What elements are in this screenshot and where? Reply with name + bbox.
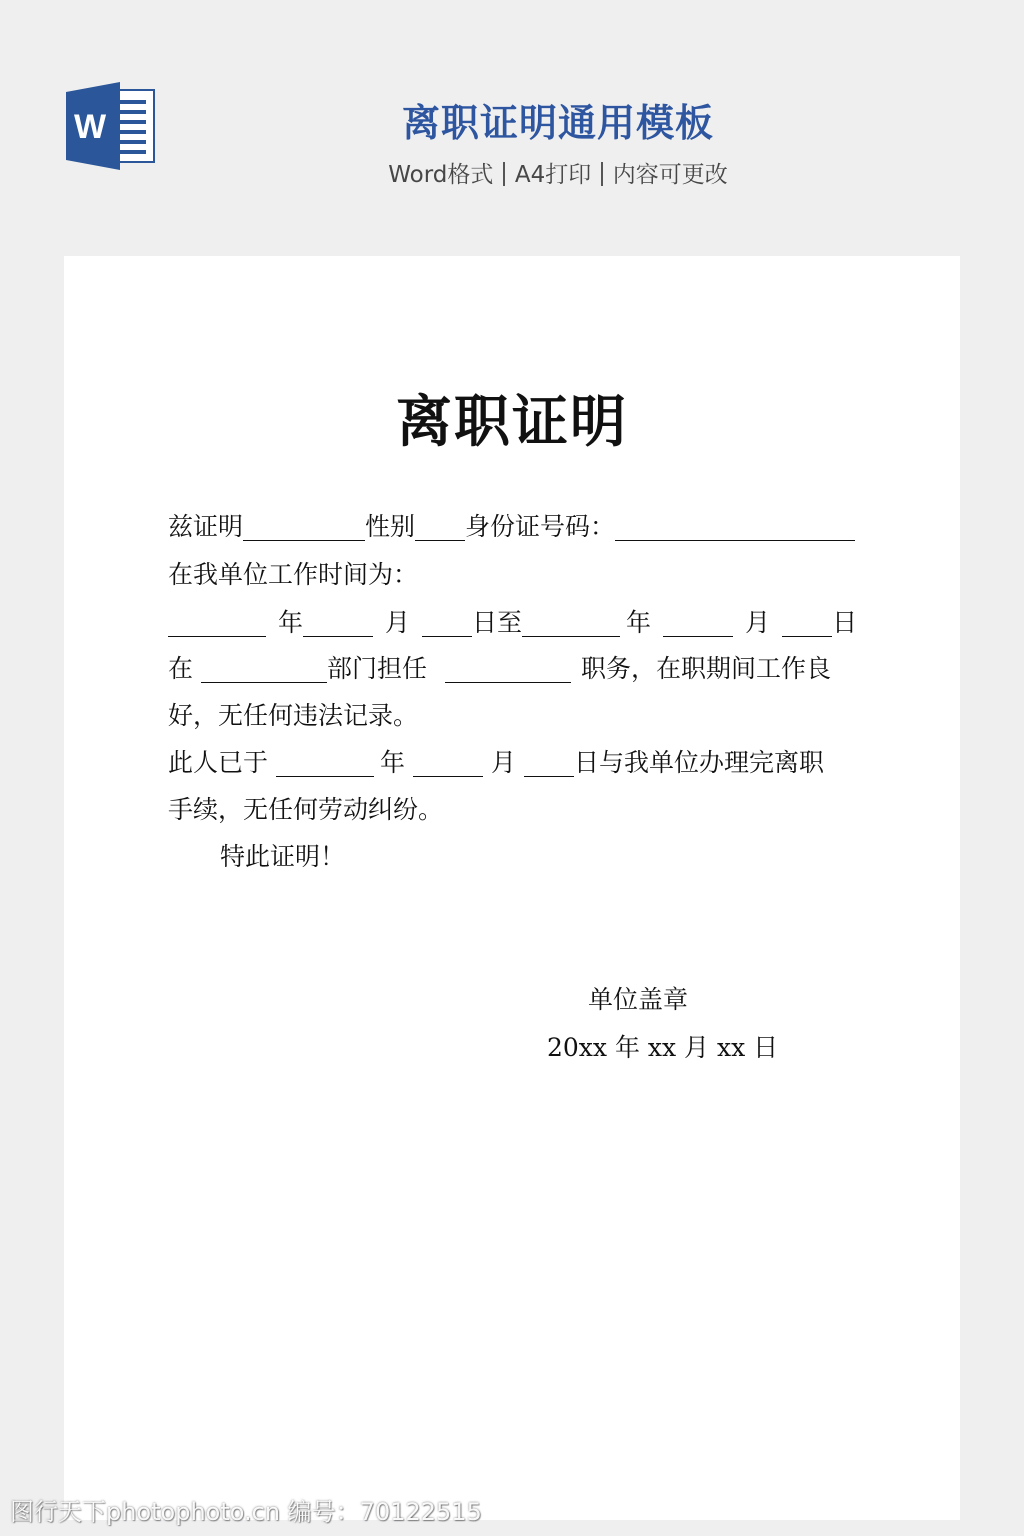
end-month-blank[interactable] (663, 612, 733, 637)
text-certify: 兹证明 (168, 512, 244, 541)
text-year: 年 (278, 608, 304, 637)
text-day: 日 (832, 608, 858, 637)
leave-month-blank[interactable] (413, 752, 483, 777)
text-position: 职务，在职期间工作良 (581, 654, 832, 683)
position-blank[interactable] (445, 658, 571, 683)
end-day-blank[interactable] (782, 612, 832, 637)
page-subtitle (300, 156, 816, 189)
certificate-closing: 特此证明！ (220, 842, 346, 871)
certificate-line-4 (168, 652, 831, 686)
text-at: 在 (168, 654, 194, 683)
page-title: 离职证明通用模板 (401, 101, 714, 145)
text-month: 月 (745, 608, 771, 637)
subtitle-format: Word格式 (388, 162, 494, 188)
text-completed: 日与我单位办理完离职 (574, 748, 825, 777)
gender-blank[interactable] (415, 516, 465, 541)
text-month: 月 (491, 748, 517, 777)
start-month-blank[interactable] (303, 612, 373, 637)
issue-date: 20xx 年 xx 月 xx 日 (547, 1033, 779, 1062)
certificate-line-6 (168, 746, 824, 780)
document-title: 离职证明 (396, 389, 628, 455)
leave-year-blank[interactable] (276, 752, 374, 777)
word-document-icon (64, 82, 156, 170)
subtitle-print: A4打印 (514, 162, 592, 188)
svg-text:W: W (73, 108, 107, 146)
certificate-line-7: 手续，无任何劳动纠纷。 (168, 795, 444, 824)
text-gender: 性别 (365, 512, 416, 541)
id-number-blank[interactable] (615, 516, 855, 541)
certificate-line-1 (168, 510, 855, 544)
subtitle-editable: 内容可更改 (612, 162, 728, 188)
end-year-blank[interactable] (522, 612, 620, 637)
text-id-number: 身份证号码： (465, 512, 616, 541)
text-year: 年 (380, 748, 406, 777)
text-month: 月 (385, 608, 411, 637)
watermark: 图行天下photophoto.cn 编号：70122515 (10, 1498, 482, 1526)
text-department: 部门担任 (327, 654, 428, 683)
text-year: 年 (626, 608, 652, 637)
start-day-blank[interactable] (422, 612, 472, 637)
leave-day-blank[interactable] (524, 752, 574, 777)
name-blank[interactable] (243, 516, 365, 541)
text-already: 此人已于 (168, 748, 269, 777)
subtitle-divider (601, 162, 603, 186)
company-seal-label: 单位盖章 (588, 985, 689, 1014)
certificate-line-3 (168, 606, 857, 640)
subtitle-divider (503, 162, 505, 186)
text-day-to: 日至 (472, 608, 523, 637)
start-year-blank[interactable] (168, 612, 266, 637)
certificate-line-5: 好，无任何违法记录。 (168, 701, 419, 730)
document-sheet (64, 256, 960, 1520)
certificate-line-2: 在我单位工作时间为： (168, 560, 419, 589)
department-blank[interactable] (201, 658, 327, 683)
